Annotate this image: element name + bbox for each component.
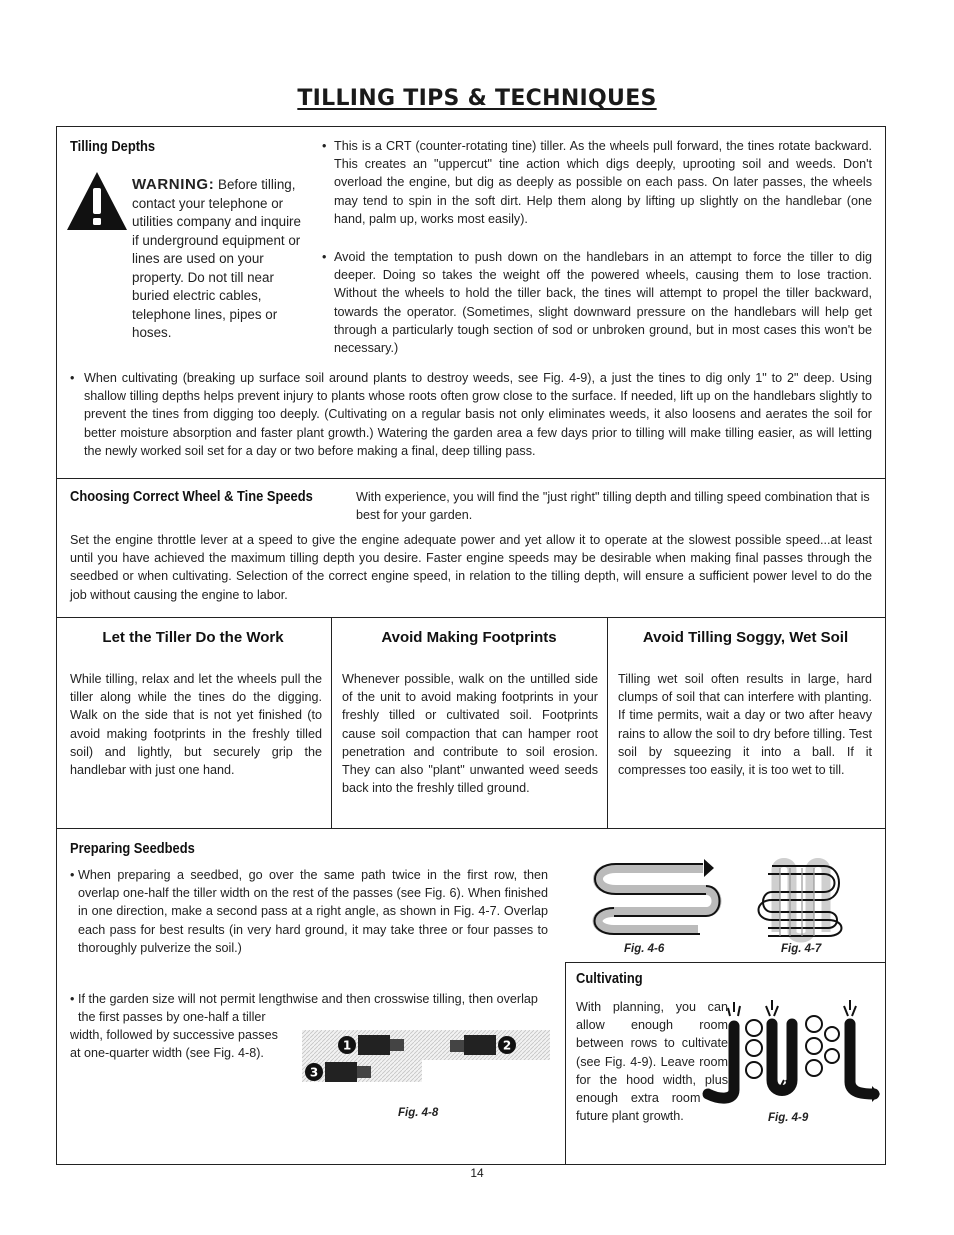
page-title: TILLING TIPS & TECHNIQUES: [297, 86, 657, 111]
tilling-depths-bullet-2: Avoid the temptation to push down on the handlebars in an attempt to force the tiller to dig deeper. Doing so takes the weight off the powered wheels, causing them to lose traction. Without the wheels to hold the tiller back, the tines will attempt to propel the tiller backward, towards the operator. (Sometimes, slight downward pressure on the handlebars will help get through a particularly tough section of sod or unbroken ground, but in most cases this won't be necessary.): [334, 250, 872, 356]
tilling-depths-bullet-3: When cultivating (breaking up surface soil around plants to destroy weeds, see Fig. 4-9), a just the tines to dig only 1" to 2" deep. Using shallow tilling depths helps prevent injury to plants whose roots often grow close to the surface. If needed, lift up on the handlebars slightly to prevent the tines from digging too deeply. (Cultivating on a regular basis not only eliminates weeds, it also loosens and aerates the soil for better moisture absorption and faster plant growth.) Watering the garden area a few days prior to tilling will make tilling easier, as will letting the newly worked soil set for a day or two before making a final, deep tilling pass.: [84, 371, 872, 458]
speeds-body: Set the engine throttle lever at a speed to give the engine adequate power and yet allow it to operate at the slowest possible speed...at least until you have achieved the maximum tilling depth you desire. Faster engine speeds may be desirable when making final passes through the seedbed or when cultivating. Selection of the correct engine speed, in relation to the tilling depth, will ensure a sufficient power level to do the job without causing the engine to labor.: [70, 533, 872, 602]
speeds-heading: Choosing Correct Wheel & Tine Speeds: [70, 488, 313, 505]
warning-text: Before tilling, contact your telephone or utilities company and inquire if underground equipment or lines are used on your property. Do not till near buried electric cables, telephone lines, pipes or hoses.: [132, 177, 301, 340]
seedbeds-bullet-2-line-1: If the garden size will not permit lengthwise and then crosswise tilling, then overlap the first passes by one-half a tiller: [78, 992, 538, 1025]
fig-4-6-overlap-passes-illustration: [588, 856, 720, 938]
column-3-heading: Avoid Tilling Soggy, Wet Soil: [642, 629, 849, 646]
seedbeds-bullet-2-line-2: width, followed by successive passes: [70, 1028, 278, 1042]
column-2-body: Whenever possible, walk on the untilled side of the unit to avoid making footprints in your freshly tilled or cultivated soil. Footprints cause soil compaction that can hamper root penetration and contribute to soil erosion. They can also "plant" unwanted weed seeds back into the freshly tilled ground.: [342, 672, 598, 796]
fig-4-8-passes-illustration: [290, 1022, 552, 1100]
fig-4-9-caption: Fig. 4-9: [768, 1112, 809, 1124]
bullet-dot: •: [322, 250, 327, 264]
divider-cultivating-top: [565, 962, 886, 963]
warning-label: WARNING:: [132, 176, 215, 193]
fig-4-8-caption: Fig. 4-8: [398, 1107, 439, 1119]
seedbeds-bullet-2-line-3: at one-quarter width (see Fig. 4-8).: [70, 1046, 264, 1060]
seedbeds-heading: Preparing Seedbeds: [70, 840, 195, 857]
cultivating-body: With planning, you can allow enough room between rows to cultivate (see Fig. 4-9). Leave room for the hood width, plus enough extra room for future plant growth.: [576, 1000, 728, 1124]
divider-columns: [56, 617, 886, 618]
tilling-depths-bullet-1: This is a CRT (counter-rotating tine) tiller. As the wheels pull forward, the tines rotate backward. This creates an "uppercut" tine action which digs deeply, uprooting soil and weeds. Don't overload the engine, but dig as deeply as possible on each pass. On later passes, the wheels may tend to spin in the soft dirt. Help them along by lifting up slightly on the handlebar (one hand, palm up, works most easily).: [334, 139, 872, 226]
column-2-heading: Avoid Making Footprints: [381, 629, 557, 646]
speeds-intro: With experience, you will find the "just right" tilling depth and tilling speed combination that is best for your garden.: [356, 490, 870, 523]
warning-triangle-icon: [65, 170, 129, 232]
bullet-dot: •: [70, 868, 75, 882]
warning-block: [132, 176, 302, 343]
fig-4-7-crosswise-passes-illustration: [758, 856, 842, 940]
cultivating-heading: Cultivating: [576, 970, 643, 987]
seedbeds-bullet-1: When preparing a seedbed, go over the same path twice in the first row, then overlap one-half the tiller width on the rest of the passes (see Fig. 6). When finished in one direction, make a second pass at a right angle, as shown in Fig. 4-7. Overlap each pass for best results (in very hard ground, it may take three or four passes to thoroughly pulverize the soil.): [78, 868, 548, 955]
column-divider-2: [607, 617, 608, 828]
bullet-dot: •: [70, 371, 75, 385]
divider-speeds: [56, 478, 886, 479]
column-3-body: Tilling wet soil often results in large, hard clumps of soil that can interfere with planting. If time permits, wait a day or two after heavy rains to allow the soil to dry before tilling. Test soil by squeezing it into a ball. If it compresses too easily, it is too wet to till.: [618, 672, 872, 778]
fig-4-8-label-2: 2: [502, 1038, 512, 1053]
tilling-depths-heading: Tilling Depths: [70, 138, 156, 155]
bullet-dot: •: [322, 139, 327, 153]
fig-4-6-caption: Fig. 4-6: [624, 943, 665, 955]
divider-seedbeds: [56, 828, 886, 829]
fig-4-8-label-1: 1: [342, 1038, 352, 1053]
column-1-heading: Let the Tiller Do the Work: [102, 629, 284, 646]
fig-4-9-cultivating-illustration: [700, 990, 880, 1102]
column-divider-1: [331, 617, 332, 828]
divider-cultivating-left: [565, 962, 566, 1164]
fig-4-7-caption: Fig. 4-7: [781, 943, 822, 955]
page-number: 14: [470, 1166, 484, 1180]
column-1-body: While tilling, relax and let the wheels pull the tiller along while the tines do the digging. Walk on the side that is not yet finished (to avoid making footprints in the freshly tilled soil) and lightly, but securely grip the handlebar with just one hand.: [70, 672, 322, 778]
fig-4-8-label-3: 3: [309, 1065, 319, 1080]
bullet-dot: •: [70, 992, 75, 1006]
